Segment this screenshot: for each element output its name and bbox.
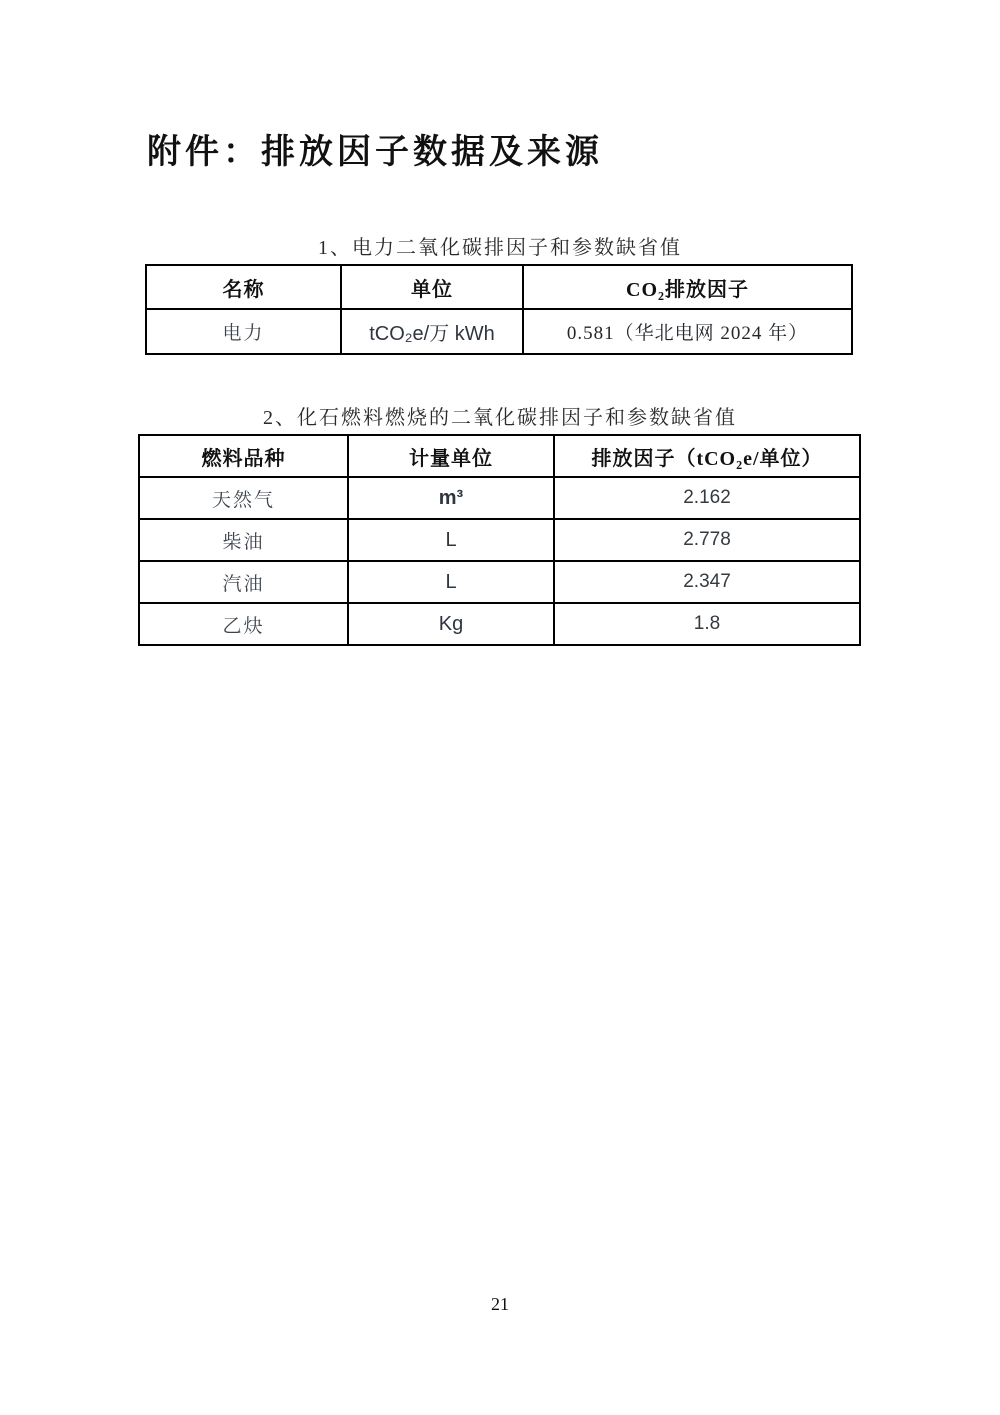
table1-header-unit: 单位 (341, 265, 523, 309)
table2-caption: 2、化石燃料燃烧的二氧化碳排因子和参数缺省值 (263, 407, 737, 429)
table2-cell-unit: m³ (348, 477, 554, 519)
table2-cell-factor: 2.162 (554, 477, 860, 519)
table2-cell-fuel: 天然气 (139, 477, 348, 519)
table2-cell-unit: Kg (348, 603, 554, 645)
table1-cell-factor: 0.581（华北电网 2024 年） (523, 309, 852, 354)
table2-cell-factor: 2.778 (554, 519, 860, 561)
table-row-acetylene (139, 603, 860, 645)
table1-caption: 1、电力二氧化碳排因子和参数缺省值 (318, 237, 682, 259)
table-row-diesel (139, 519, 860, 561)
page-title: 附件：排放因子数据及来源 (147, 134, 603, 171)
table-header-row (146, 265, 852, 309)
table2-cell-unit: L (348, 519, 554, 561)
table1-header-name: 名称 (146, 265, 341, 309)
table2-cell-factor: 1.8 (554, 603, 860, 645)
table2-header-measure-unit: 计量单位 (348, 435, 554, 477)
table2-cell-factor: 2.347 (554, 561, 860, 603)
table-row (146, 309, 852, 354)
page-number: 21 (491, 1294, 509, 1314)
table1-cell-name: 电力 (146, 309, 341, 354)
table2-cell-fuel: 汽油 (139, 561, 348, 603)
table-row-gasoline (139, 561, 860, 603)
table2-cell-unit: L (348, 561, 554, 603)
table1-header-co2-factor: CO₂排放因子 (523, 265, 852, 309)
electricity-emission-factor-table (145, 264, 853, 355)
table2-header-fuel-type: 燃料品种 (139, 435, 348, 477)
fossil-fuel-emission-factor-table (138, 434, 861, 646)
table2-cell-fuel: 柴油 (139, 519, 348, 561)
table1-cell-unit: tCO₂e/万 kWh (341, 309, 523, 354)
table2-header-emission-factor: 排放因子（tCO₂e/单位） (554, 435, 860, 477)
table2-cell-fuel: 乙炔 (139, 603, 348, 645)
table-row-natural-gas (139, 477, 860, 519)
table-header-row (139, 435, 860, 477)
